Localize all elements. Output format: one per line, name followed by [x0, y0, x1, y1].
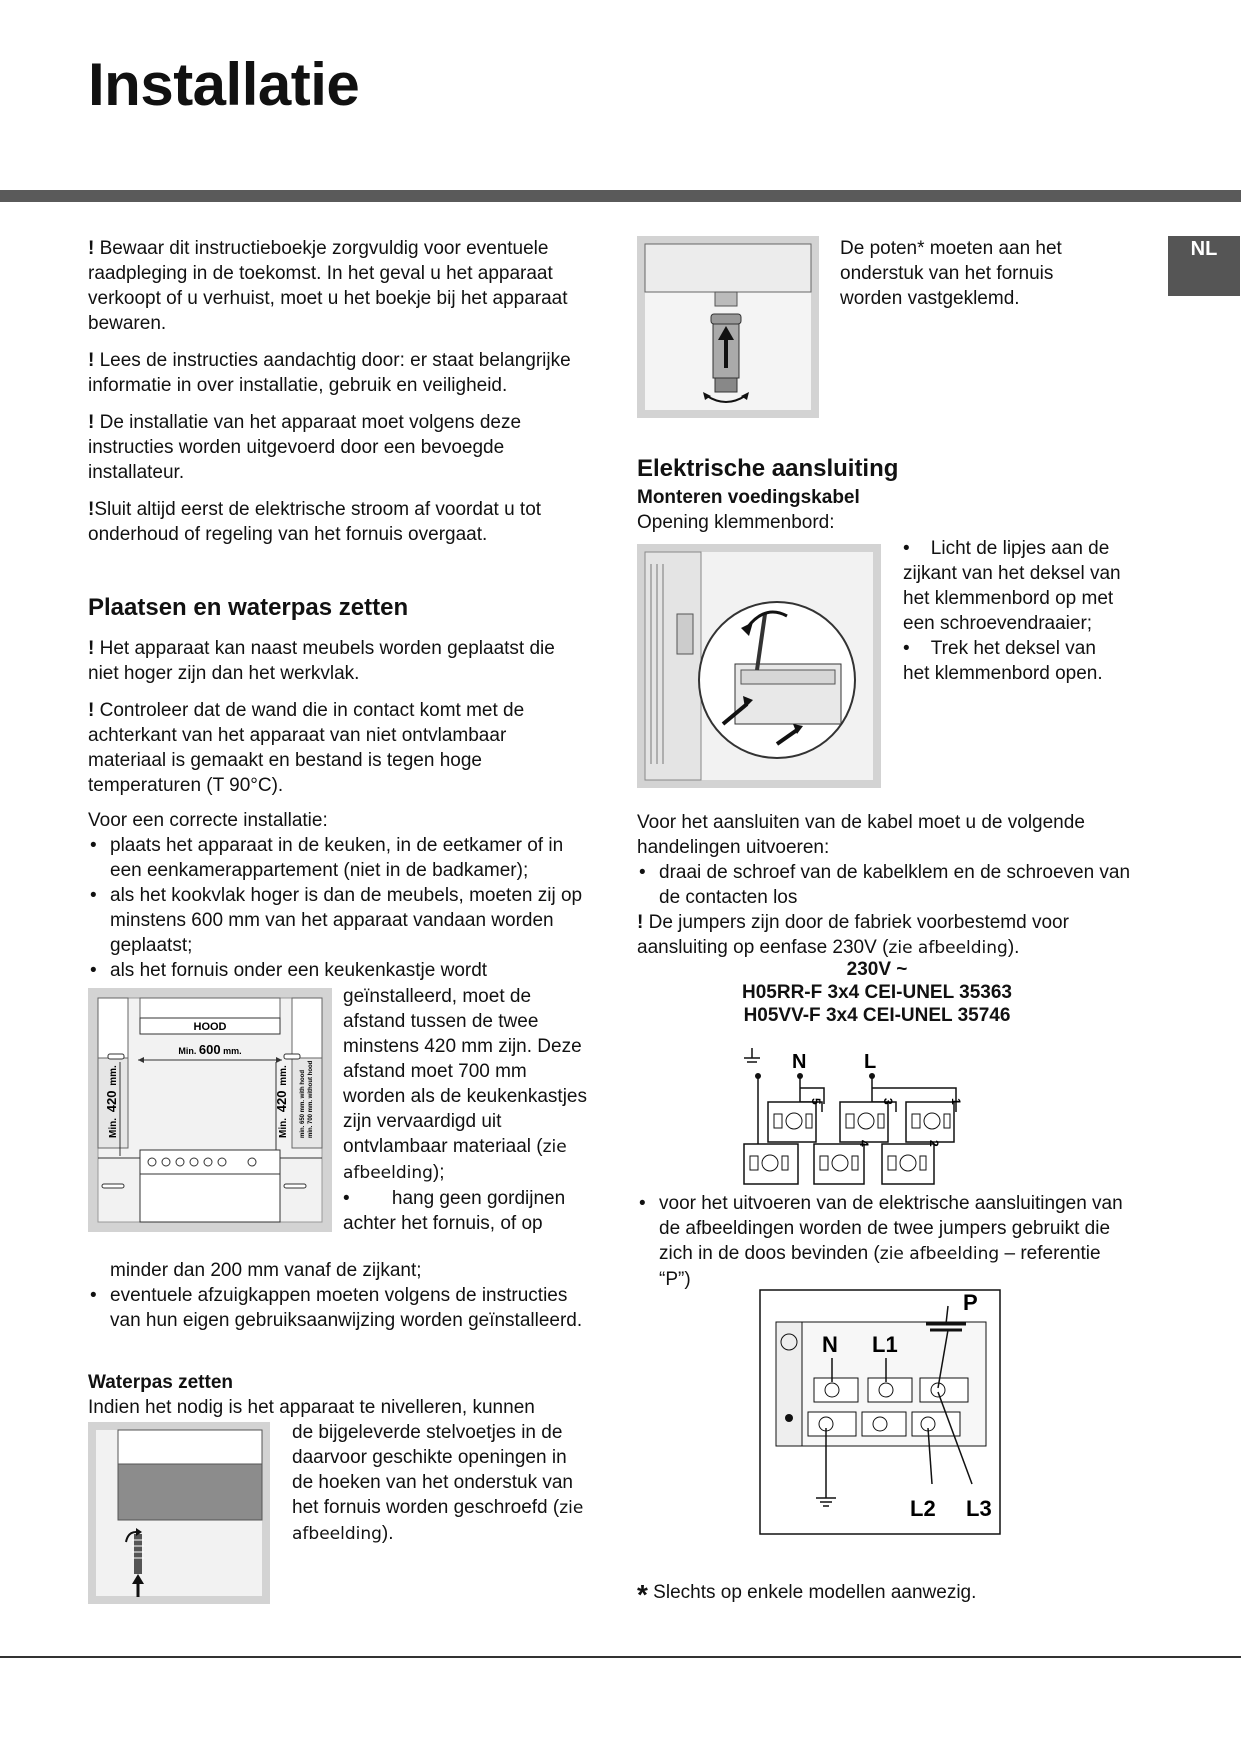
intro-warnings: [88, 236, 588, 559]
see-figure-ref: zie afbeelding: [343, 1137, 567, 1183]
leveling-text: [292, 1420, 588, 1547]
step-loosen-screws: • draai de schroef van de kabelklem en de schroeven van de contacten los: [637, 860, 1137, 910]
terminal-1: [906, 1102, 954, 1142]
terminal-4: [814, 1144, 864, 1184]
terminal-3: [840, 1102, 888, 1142]
section-heading-leveling: Waterpas zetten: [88, 1372, 233, 1393]
hood-clearance-diagram: [88, 988, 332, 1232]
cable-spec-vv: H05VV-F 3x4 CEI-UNEL 35746: [743, 1005, 1011, 1026]
warning-text: Lees de instructies aandachtig door: er staat belangrijke informatie in over installatie, gebruik en veiligheid.: [88, 350, 571, 396]
lower-terminal-row: [808, 1412, 960, 1436]
warning-text: Controleer dat de wand die in contact komt met de achterkant van het apparaat van niet ontvlambaar materiaal is gemaakt en bestand is tegen hoge temperaturen (T 90°C).: [88, 700, 525, 796]
right-min-unit: mm.: [278, 1065, 289, 1086]
three-phase-wiring-diagram: [758, 1288, 1002, 1536]
left-min-unit: mm.: [108, 1065, 119, 1086]
warning-power-off: [88, 497, 588, 547]
warning-keep-manual: [88, 236, 588, 336]
warning-mark: !: [88, 638, 95, 659]
correct-install-intro: Voor een correcte installatie:: [88, 810, 328, 831]
warning-mark: !: [88, 350, 95, 371]
earth-icon: [744, 1048, 760, 1062]
leveling-foot-diagram: [88, 1422, 270, 1604]
cabinet-distance-text: [343, 984, 588, 1186]
leveling-figure: [88, 1422, 270, 1604]
terminal-2: [882, 1144, 934, 1184]
subheading-cable: Monteren voedingskabel: [637, 487, 860, 508]
see-figure-ref: zie afbeelding: [888, 938, 1008, 958]
warning-text: De installatie van het apparaat moet volgens deze instructies worden uitgevoerd door een bevoegde installateur.: [88, 412, 522, 483]
live-label: L: [864, 1051, 877, 1073]
placement-text: [88, 636, 588, 983]
leg-mount-diagram: [637, 236, 819, 418]
hood-note-without: min. 700 mm. without hood: [308, 1060, 314, 1138]
left-min-value: 420: [104, 1090, 119, 1113]
leveling-intro: Indien het nodig is het apparaat te nivelleren, kunnen: [88, 1397, 535, 1418]
jumper-note-text: De jumpers zijn door de fabriek voorbestemd voor aansluiting op eenfase 230V (: [637, 912, 1069, 958]
warning-mark: !: [88, 499, 95, 520]
terminal-cover-diagram: [637, 544, 881, 788]
terminal-2-label: 2: [927, 1140, 941, 1147]
step-lift-tabs: [903, 536, 1123, 636]
right-min-prefix: Min.: [278, 1118, 289, 1138]
leveling-body: de bijgeleverde stelvoetjes in de daarvoor geschikte openingen in de hoeken van het onderstuk van het fornuis worden geschroefd (: [292, 1422, 573, 1518]
warning-text: Het apparaat kan naast meubels worden geplaatst die niet hoger zijn dan het werkvlak.: [88, 638, 555, 684]
cable-spec-rr: H05RR-F 3x4 CEI-UNEL 35363: [742, 982, 1012, 1003]
warning-mark: !: [88, 700, 95, 721]
terminal-steps: [903, 536, 1123, 686]
see-figure-ref: zie afbeelding: [879, 1244, 1000, 1264]
left-min-prefix: Min.: [108, 1118, 119, 1138]
curtain-bullet-wrap: [343, 1186, 588, 1236]
warning-mark: !: [88, 238, 95, 259]
warning-wall-material: [88, 698, 588, 798]
hood-label: HOOD: [193, 1021, 227, 1033]
leveling-end: ).: [381, 1523, 394, 1544]
right-min-value: 420: [274, 1090, 289, 1113]
jumper-usage-text: [637, 1191, 1137, 1292]
min-600-prefix: Min.: [178, 1046, 197, 1056]
terminal-ground: [744, 1144, 798, 1184]
neutral-label: N: [792, 1051, 807, 1073]
bullet-dot: •: [343, 1188, 392, 1209]
warning-qualified-installer: [88, 410, 588, 485]
cable-connection-text: [637, 810, 1137, 961]
legs-text: De poten* moeten aan het onderstuk van het fornuis worden vastgeklemd.: [840, 238, 1062, 309]
hood-bullet: [88, 1283, 588, 1333]
cabinet-distance-body: geïnstalleerd, moet de afstand tussen de twee minstens 420 mm zijn. Deze afstand moet 700 mm worden als de keukenkastjes zijn vervaardigd uit ontvlambaar materiaal (: [343, 986, 587, 1157]
footnote-body: Slechts op enkele modellen aanwezig.: [647, 1582, 977, 1603]
bullet-dot: •: [903, 638, 931, 659]
install-bullet-extractor: • eventuele afzuigkappen moeten volgens de instructies van hun eigen gebruiksaanwijzing worden geïnstalleerd.: [88, 1283, 588, 1333]
hood-note-with: min. 650 mm. with hood: [300, 1069, 306, 1138]
terminal-4-label: 4: [857, 1140, 871, 1147]
hood-clearance-figure: [88, 988, 332, 1232]
section-heading-electrical: Elektrische aansluiting: [637, 455, 899, 482]
terminal-opening-label: Opening klemmenbord:: [637, 512, 835, 533]
header-rule: [0, 190, 1241, 202]
section-heading-placement: Plaatsen en waterpas zetten: [88, 594, 409, 621]
terminal-3-label: 3: [881, 1098, 895, 1105]
step-use-jumpers: [637, 1191, 1137, 1292]
jumper-note: [637, 910, 1137, 961]
terminal-1-label: 1: [949, 1098, 963, 1105]
legs-figure: [637, 236, 819, 418]
curtain-distance-text: minder dan 200 mm vanaf de zijkant;: [110, 1260, 422, 1281]
warning-mark: !: [88, 412, 95, 433]
warning-read-carefully: [88, 348, 588, 398]
bullet-dot: •: [903, 538, 931, 559]
step-use-jumpers-text: voor het uitvoeren van de elektrische aansluitingen van de afbeeldingen worden de twee jumpers gebruikt die zich in de doos bevinden (: [659, 1193, 1123, 1264]
phase-l1-label: L1: [872, 1332, 898, 1357]
phase-l2-label: L2: [910, 1496, 936, 1521]
install-bullet-cabinet: • als het fornuis onder een keukenkastje wordt: [88, 958, 588, 983]
cable-spec: [637, 958, 1117, 1027]
cabinet-bullet-wrap: [343, 984, 588, 1236]
single-phase-wiring-diagram: [740, 1040, 980, 1190]
step-use-jumpers-end: – referentie “P”): [659, 1243, 1101, 1290]
terminal-board-figure: [637, 544, 881, 788]
voltage-spec: 230V ~: [846, 959, 908, 980]
install-bullet-600mm: • als het kookvlak hoger is dan de meubels, moeten zij op minstens 600 mm van het apparaat vandaan worden geplaatst;: [88, 883, 588, 958]
warning-mark: !: [637, 912, 644, 933]
footer-rule: [0, 1656, 1241, 1658]
install-bullet-room: • plaats het apparaat in de keuken, in de eetkamer of in een eenkamerappartement (niet in de badkamer);: [88, 833, 588, 883]
phase-l3-label: L3: [966, 1496, 992, 1521]
leveling-text-wrap: [292, 1420, 588, 1547]
language-tab: NL: [1168, 236, 1240, 296]
jumper-ref-label: P: [963, 1290, 978, 1315]
curtain-bullet-text: hang geen gordijnen achter het fornuis, of op: [343, 1188, 566, 1234]
terminal-5-label: 5: [809, 1098, 823, 1105]
warning-text: Bewaar dit instructieboekje zorgvuldig voor eventuele raadpleging in de toekomst. In het geval u het apparaat verkoopt of u verhuist, moet u het boekje bij het apparaat bewaren.: [88, 238, 568, 334]
see-figure-ref: zie afbeelding: [292, 1498, 584, 1544]
cabinet-distance-end: );: [432, 1162, 445, 1183]
step-lift-tabs-text: Licht de lipjes aan de zijkant van het deksel van het klemmenbord op met een schroevendraaier;: [903, 538, 1121, 634]
connect-intro: Voor het aansluiten van de kabel moet u de volgende handelingen uitvoeren:: [637, 812, 1085, 858]
footnote-text: [637, 1579, 1137, 1610]
terminal-5: [768, 1102, 816, 1142]
upper-terminal-row: [814, 1378, 968, 1402]
curtain-bullet-rest: [110, 1258, 588, 1283]
warning-furniture-height: [88, 636, 588, 686]
min-600-unit: mm.: [223, 1046, 242, 1056]
page-title: Installatie: [88, 51, 360, 118]
footnote-star: *: [637, 1579, 648, 1610]
warning-text: Sluit altijd eerst de elektrische stroom af voordat u tot onderhoud of regeling van het fornuis overgaat.: [88, 499, 542, 545]
neutral-label: N: [822, 1332, 838, 1357]
footnote: [637, 1579, 1137, 1610]
step-pull-cover-text: Trek het deksel van het klemmenbord open.: [903, 638, 1103, 684]
jumper-note-end: ).: [1007, 937, 1020, 958]
min-600-value: 600: [198, 1042, 221, 1057]
step-pull-cover: [903, 636, 1123, 686]
